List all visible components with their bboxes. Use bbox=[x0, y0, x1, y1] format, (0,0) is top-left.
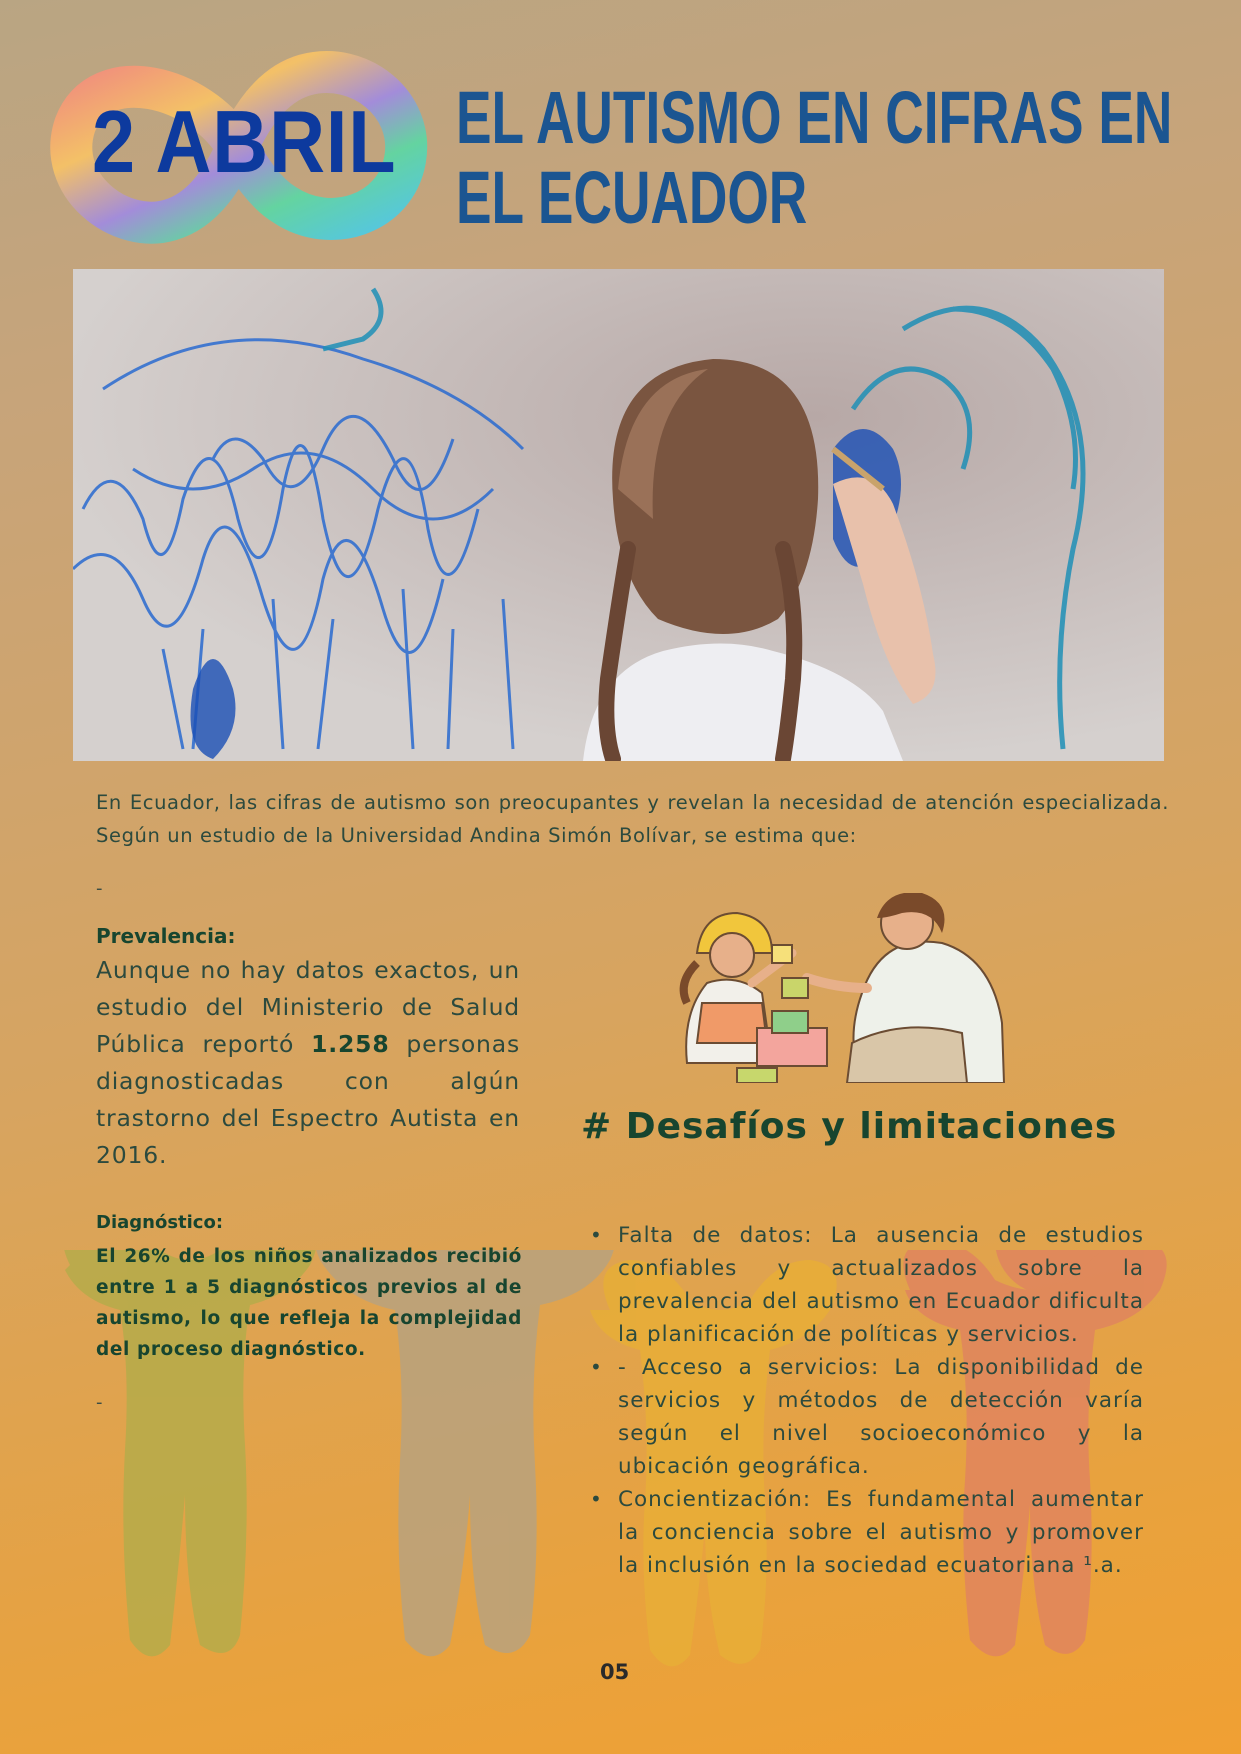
separator-dash: - bbox=[96, 1392, 103, 1413]
page-number: 05 bbox=[600, 1660, 630, 1684]
list-item: • Concientización: Es fundamental aumentar la conciencia sobre el autismo y promover la inclusión en la sociedad ecuatoriana ¹.a. bbox=[590, 1483, 1144, 1582]
prevalence-highlight: 1.258 bbox=[311, 1030, 390, 1058]
page-title: EL AUTISMO EN CIFRAS EN EL ECUADOR bbox=[456, 76, 1173, 239]
diagnosis-text: El 26% de los niños analizados recibió entre 1 a 5 diagnósticos previos al de autismo, lo que refleja la complejidad del proceso diagnóstico. bbox=[96, 1246, 522, 1360]
separator-dash: - bbox=[96, 878, 103, 899]
awareness-date: 2 ABRIL bbox=[92, 92, 397, 191]
bullet-icon: • bbox=[590, 1355, 603, 1379]
bullet-icon: • bbox=[590, 1487, 603, 1511]
challenges-heading: # Desafíos y limitaciones bbox=[581, 1106, 1118, 1147]
bullet-icon: • bbox=[590, 1223, 603, 1247]
child-playing-blocks-illustration bbox=[662, 893, 1014, 1083]
intro-paragraph: En Ecuador, las cifras de autismo son preocupantes y revelan la necesidad de atención especializada. Según un estudio de la Universidad Andina Simón Bolívar, se estima que: bbox=[96, 791, 1169, 847]
challenges-list bbox=[590, 1219, 1144, 1582]
list-item: • Falta de datos: La ausencia de estudios confiables y actualizados sobre la prevalencia del autismo en Ecuador dificulta la planificación de políticas y servicios. bbox=[590, 1219, 1144, 1351]
prevalence-text: Aunque no hay datos exactos, un estudio del Ministerio de Salud Pública reportó 1.258 personas diagnosticadas con algún trastorno del Espectro Autista en 2016. bbox=[96, 956, 520, 1169]
child-painting-wall-photo bbox=[73, 269, 1164, 761]
list-item: • - Acceso a servicios: La disponibilidad de servicios y métodos de detección varía según el nivel socioeconómico y la ubicación geográfica. bbox=[590, 1351, 1144, 1483]
diagnosis-label: Diagnóstico: bbox=[96, 1212, 224, 1233]
prevalence-label: Prevalencia: bbox=[96, 924, 236, 948]
